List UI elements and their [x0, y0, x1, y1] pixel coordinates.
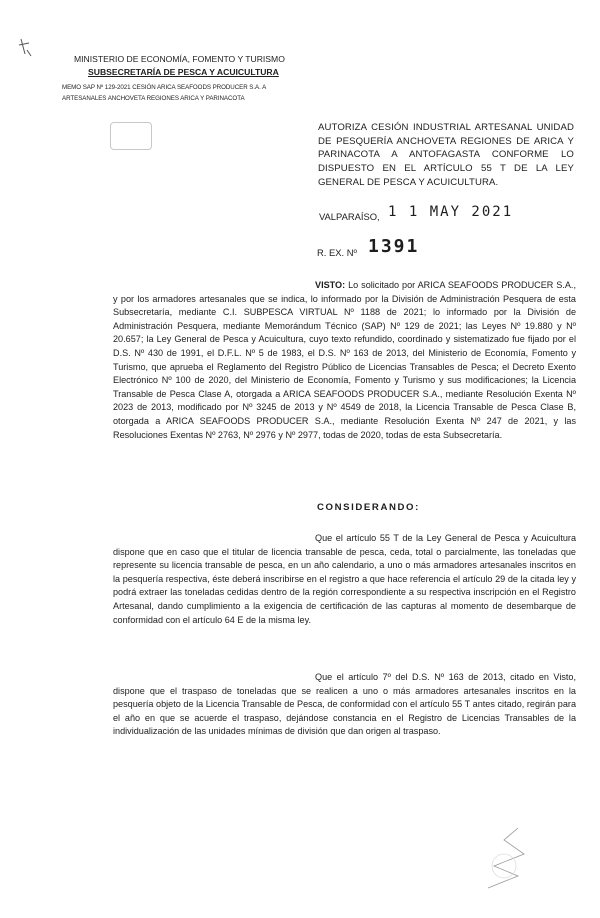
memo-reference-line2: ARTESANALES ANCHOVETA REGIONES ARICA Y PARINACOTA	[62, 95, 245, 102]
considerando-heading: CONSIDERANDO:	[317, 502, 420, 513]
document-title: AUTORIZA CESIÓN INDUSTRIAL ARTESANAL UNIDAD DE PESQUERÍA ANCHOVETA REGIONES DE ARICA Y PARINACOTA A ANTOFAGASTA CONFORME LO DISPUESTO EN EL ARTÍCULO 55 T DE LA LEY GENERAL DE PESCA Y ACUICULTURA.	[318, 122, 574, 188]
undersecretariat-name: SUBSECRETARÍA DE PESCA Y ACUICULTURA	[88, 67, 279, 77]
memo-reference-line1: MEMO SAP Nº 129-2021 CESIÓN ARICA SEAFOODS PRODUCER S.A. A	[62, 84, 267, 91]
visto-paragraph	[113, 279, 576, 442]
date-stamp: 1 1 MAY 2021	[388, 204, 514, 220]
place-label: VALPARAÍSO,	[319, 211, 380, 222]
signature-mark-icon	[474, 826, 534, 906]
resolution-number: 1391	[368, 236, 420, 257]
faded-stamp-mark	[110, 122, 152, 150]
handwritten-mark-icon	[16, 36, 36, 58]
resolution-label: R. EX. Nº	[317, 247, 357, 258]
considerando-paragraph-2: Que el artículo 7º del D.S. Nº 163 de 2013, citado en Visto, dispone que el traspaso de toneladas que se realicen a uno o más armadores artesanales inscritos en la pesquería objeto de la Licencia Transable de Pesca, de conformidad con el artículo 55 T antes citado, regirán para el año en que se acuerde el traspaso, dejándose constancia en el Registro de Licencias Transables de la individualización de las unidades mínimas de división que dan origen al traspaso.	[113, 672, 576, 737]
visto-label: VISTO:	[315, 280, 346, 290]
ministry-name: MINISTERIO DE ECONOMÍA, FOMENTO Y TURISMO	[74, 54, 285, 64]
considerando-paragraph-1: Que el artículo 55 T de la Ley General de Pesca y Acuicultura dispone que en caso que el titular de licencia transable de pesca, ceda, total o parcialmente, las toneladas que represente su licencia transable de pesca, en un año calendario, a uno o más armadores artesanales inscritos en la pesquería respectiva, éste deberá inscribirse en el registro a que hace referencia el artículo 29 de la citada ley y podrá extraer las toneladas cedidas dentro de la región correspondiente a su respectiva inscripción en el Registro Artesanal, dando cumplimiento a la exigencia de certificación de las capturas al momento de desembarque de conformidad con el artículo 64 E de la misma ley.	[113, 533, 576, 625]
visto-text: Lo solicitado por ARICA SEAFOODS PRODUCER S.A., y por los armadores artesanales que se indica, lo informado por la División de Administración Pesquera de esta Subsecretaría, mediante C.I. SUBPESCA VIRTUAL Nº 1188 de 2021; lo informado por la División de Administración Pesquera, mediante Memorándum Técnico (SAP) Nº 129 de 2021; las Leyes Nº 19.880 y Nº 20.657; la Ley General de Pesca y Acuicultura, cuyo texto refundido, coordinado y sistematizado fue fijado por el D.S. Nº 430 de 1991, el D.F.L. Nº 5 de 1983, el D.S. Nº 163 de 2013, del Ministerio de Economía, Fomento y Turismo, que aprueba el Reglamento del Registro Público de Licencias Transables de Pesca; el Decreto Exento Electrónico Nº 100 de 2020, del Ministerio de Economía, Fomento y Turismo y sus modificaciones; la Licencia Transable de Pesca Clase A, otorgada a ARICA SEAFOODS PRODUCER S.A., mediante Resolución Exenta Nº 2023 de 2013, modificado por Nº 3245 de 2013 y Nº 4549 de 2018, la Licencia Transable de Pesca Clase B, otorgada a ARICA SEAFOODS PRODUCER S.A., mediante Resolución Exenta Nº 247 de 2021, y las Resoluciones Exentas Nº 2763, Nº 2976 y Nº 2977, todas de 2020, todas de esta Subsecretaría.	[113, 280, 576, 440]
